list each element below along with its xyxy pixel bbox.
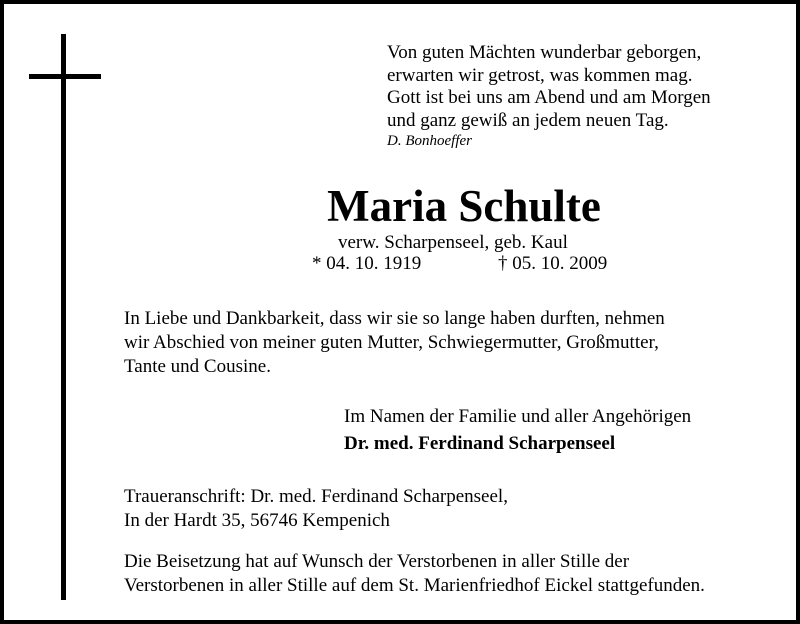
cross-icon-crossbar xyxy=(29,74,101,79)
burial-line: Die Beisetzung hat auf Wunsch der Verstorbenen in aller Stille der xyxy=(124,551,630,572)
farewell-text xyxy=(124,307,665,379)
deceased-maiden-names: verw. Scharpenseel, geb. Kaul xyxy=(338,232,568,253)
address-line: In der Hardt 35, 56746 Kempenich xyxy=(124,510,390,531)
signature-intro: Im Namen der Familie und aller Angehörigen xyxy=(344,406,692,427)
death-date: † 05. 10. 2009 xyxy=(498,253,608,274)
poem-author: D. Bonhoeffer xyxy=(387,133,472,149)
poem-line: Von guten Mächten wunderbar geborgen, xyxy=(387,42,702,63)
burial-line: Verstorbenen in aller Stille auf dem St. Marienfriedhof Eickel stattgefunden. xyxy=(124,575,705,596)
burial-notice xyxy=(124,550,705,598)
poem-quote xyxy=(387,42,711,150)
poem-line: erwarten wir getrost, was kommen mag. xyxy=(387,64,693,86)
cross-icon xyxy=(61,34,66,600)
farewell-line: wir Abschied von meiner guten Mutter, Schwiegermutter, Großmutter, xyxy=(124,332,659,353)
address-line: Traueranschrift: Dr. med. Ferdinand Scharpenseel, xyxy=(124,486,508,507)
farewell-line: Tante und Cousine. xyxy=(124,356,271,377)
mourning-address xyxy=(124,485,508,533)
poem-line: Gott ist bei uns am Abend und am Morgen xyxy=(387,87,711,108)
signer-name: Dr. med. Ferdinand Scharpenseel xyxy=(344,433,616,454)
birth-date: * 04. 10. 1919 xyxy=(312,253,422,274)
signature-block xyxy=(344,403,691,457)
life-dates xyxy=(312,253,608,275)
farewell-line: In Liebe und Dankbarkeit, dass wir sie so lange haben durften, nehmen xyxy=(124,308,665,329)
poem-line: und ganz gewiß an jedem neuen Tag. xyxy=(387,109,669,131)
deceased-name: Maria Schulte xyxy=(327,181,601,231)
